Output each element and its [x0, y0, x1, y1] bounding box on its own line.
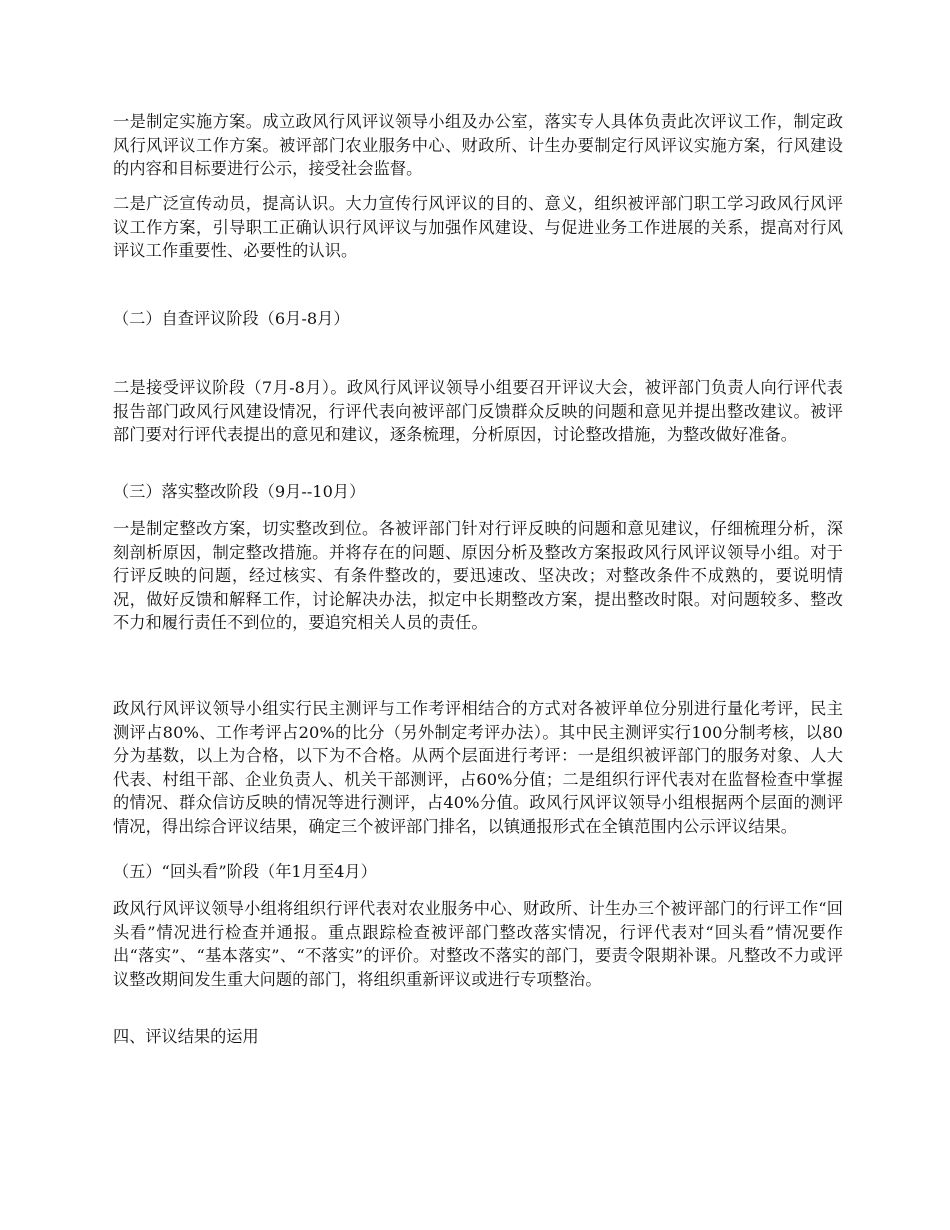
heading-results-application: 四、评议结果的运用 — [113, 1027, 259, 1046]
paragraph-rectification-plan: 一是制定整改方案，切实整改到位。各被评部门针对行评反映的问题和意见建议，仔细梳理分析，深刻剖析原因，制定整改措施。并将存在的问题、原因分析及整改方案报政风行风评议领导小组。对于行评反映的问题，经过核实、有条件整改的，要迅速改、坚决改；对整改条件不成熟的，要说明情况，做好反馈和解释工作，讨论解决办法，拟定中长期整改方案，提出整改时限。对问题较多、整改不力和履行责任不到位的，要追究相关人员的责任。 — [113, 519, 843, 632]
paragraph-accept-review-stage: 二是接受评议阶段（7月-8月）。政风行风评议领导小组要召开评议大会，被评部门负责人向行评代表报告部门政风行风建设情况，行评代表向被评部门反馈群众反映的问题和意见并提出整改建议。被评部门要对行评代表提出的意见和建议，逐条梳理，分析原因，讨论整改措施，为整改做好准备。 — [113, 378, 843, 444]
paragraph-formulate-plan: 一是制定实施方案。成立政风行风评议领导小组及办公室，落实专人具体负责此次评议工作，制定政风行风评议工作方案。被评部门农业服务中心、财政所、计生办要制定行风评议实施方案，行风建设的内容和目标要进行公示，接受社会监督。 — [113, 112, 843, 178]
paragraph-evaluation-method: 政风行风评议领导小组实行民主测评与工作考评相结合的方式对各被评单位分别进行量化考评，民主测评占80%、工作考评占20%的比分（另外制定考评办法）。其中民主测评实行100分制考核，以80分为基数，以上为合格，以下为不合格。从两个层面进行考评：一是组织被评部门的服务对象、人大代表、村组干部、企业负责人、机关干部测评，占60%分值；二是组织行评代表对在监督检查中掌握的情况、群众信访反映的情况等进行测评，占40%分值。政风行风评议领导小组根据两个层面的测评情况，得出综合评议结果，确定三个被评部门排名，以镇通报形式在全镇范围内公示评议结果。 — [113, 699, 843, 836]
heading-rectification-stage: （三）落实整改阶段（9月--10月） — [113, 482, 366, 501]
heading-self-review-stage: （二）自查评议阶段（6月-8月） — [113, 309, 350, 328]
paragraph-publicity-mobilization: 二是广泛宣传动员，提高认识。大力宣传行风评议的目的、意义，组织被评部门职工学习政风行风评议工作方案，引导职工正确认识行风评议与加强作风建设、与促进业务工作进展的关系，提高对行风评议工作重要性、必要性的认识。 — [113, 194, 843, 260]
heading-look-back-stage: （五）“回头看”阶段（年1月至4月） — [113, 862, 377, 881]
paragraph-look-back-inspection: 政风行风评议领导小组将组织行评代表对农业服务中心、财政所、计生办三个被评部门的行评工作“回头看”情况进行检查并通报。重点跟踪检查被评部门整改落实情况，行评代表对“回头看”情况要作出“落实”、“基本落实”、“不落实”的评价。对整改不落实的部门，要责令限期补课。凡整改不力或评议整改期间发生重大问题的部门，将组织重新评议或进行专项整治。 — [113, 899, 843, 989]
